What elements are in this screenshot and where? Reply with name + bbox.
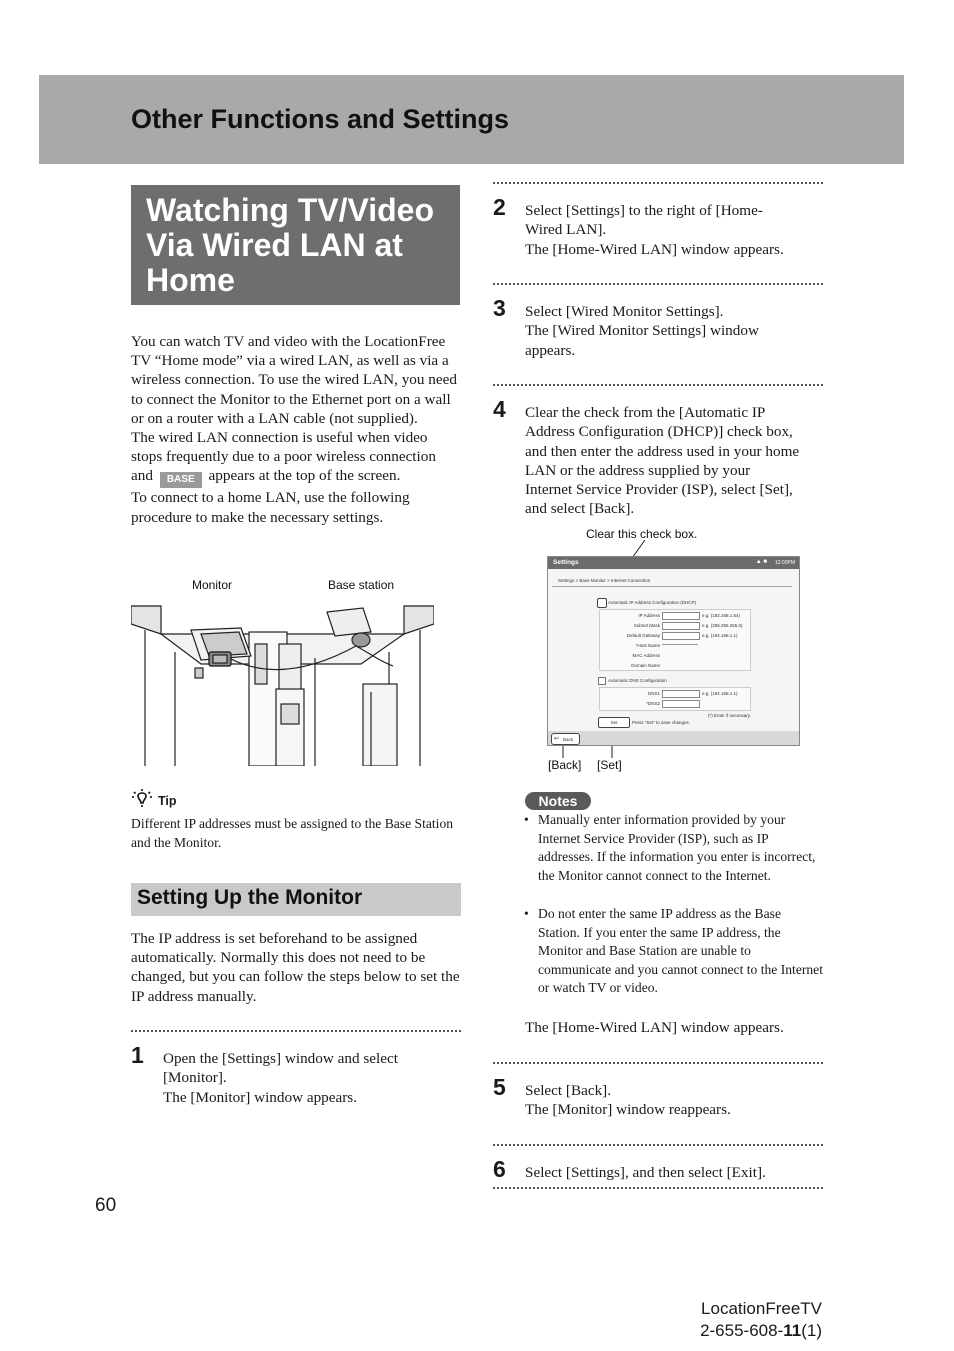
subsection-heading: Setting Up the Monitor (137, 886, 363, 909)
intro-paragraph: To connect to a home LAN, use the following procedure to make the necessary settings. (131, 489, 410, 526)
step-line: [Monitor]. (163, 1069, 227, 1087)
field-example: e.g. (192.168.1.1) (702, 633, 738, 638)
step-line: Select [Wired Monitor Settings]. (525, 303, 724, 320)
step-number: 2 (493, 194, 506, 220)
intro-paragraph: You can watch TV and video with the LocationFree TV “Home mode” via a wired LAN, as well as via a wireless connection. To use the wired LAN, you need to connect the Monitor to the Ethernet port on a wall or on a router with a LAN cable (not supplied). (131, 333, 457, 427)
step-divider (493, 182, 823, 184)
product-name: LocationFreeTV (701, 1299, 822, 1318)
subsection-text: The IP address is set beforehand to be assigned automatically. Normally this does not need to be changed, but you can follow the steps below to set the IP address manually. (131, 930, 460, 1005)
step-line: The [Monitor] window appears. (163, 1088, 358, 1106)
step-line: appears. (525, 341, 576, 359)
step-number: 6 (493, 1156, 506, 1182)
intro-text-fragment: The wired LAN connection is useful when video stops frequently due to a poor wireless connection and (131, 429, 436, 485)
page-number: 60 (95, 1195, 117, 1216)
step-line: Clear the check from the [Automatic IP (525, 404, 766, 421)
field-example: e.g. (192.168.1.64) (702, 613, 741, 618)
note-text: Do not enter the same IP address as the Base Station. If you enter the same IP address, the Monitor and Base Station are unable to communicate and you cannot connect to the Internet or watch TV or video. (538, 906, 823, 996)
clock: 12:00PM (774, 560, 795, 566)
intro-text-fragment: appears at the top of the screen. (208, 467, 401, 485)
step-line: Internet Service Provider (ISP), select [Set], (525, 481, 793, 499)
back-button[interactable] (551, 733, 580, 745)
figure-label-base-station: Base station (328, 578, 395, 592)
field-label: DNS1 (647, 691, 660, 696)
model-code-suffix: (1) (801, 1321, 822, 1340)
step-divider (493, 1187, 823, 1189)
step-line: LAN or the address supplied by your (525, 461, 751, 479)
dns-checkbox[interactable] (598, 677, 606, 685)
tip-label: Tip (158, 794, 177, 808)
step-line: Open the [Settings] window and select (163, 1050, 398, 1067)
dns-fields-box (599, 687, 751, 711)
tip-text: Different IP addresses must be assigned to the Base Station and the Monitor. (131, 816, 454, 850)
step-line: Address Configuration (DHCP)] check box, (525, 423, 793, 441)
step-text (525, 1081, 825, 1120)
step-line: The [Wired Monitor Settings] window (525, 322, 759, 340)
step-number: 5 (493, 1074, 506, 1100)
note-text: Manually enter information provided by your Internet Service Provider (ISP), such as IP addresses. If the information you enter is incorrect, the Monitor cannot connect to the Internet. (538, 812, 816, 883)
step-line: and select [Back]. (525, 500, 635, 518)
page-title-line: Watching TV/Video (146, 192, 435, 228)
settings-titlebar (548, 557, 799, 569)
settings-footer (548, 731, 799, 745)
dhcp-checkbox[interactable] (597, 598, 607, 608)
bullet: • (524, 906, 529, 921)
dhcp-label: Automatic IP Address Configuration (DHCP) (608, 600, 696, 605)
step-number: 1 (131, 1042, 144, 1068)
status-icons: ▲ ■ (755, 559, 767, 565)
field-label: *Host Name (635, 643, 660, 648)
step-text (525, 403, 825, 519)
step-divider (493, 1144, 823, 1146)
ip-address-input[interactable] (662, 612, 700, 620)
settings-screen (547, 556, 800, 746)
callout-set: [Set] (597, 758, 622, 772)
step-line: Select [Back]. (525, 1082, 612, 1099)
step-text (525, 201, 825, 259)
subnet-mask-input[interactable] (662, 622, 700, 630)
step-number: 4 (493, 396, 506, 422)
step-text (525, 302, 825, 360)
dns2-input[interactable] (662, 700, 700, 708)
model-code-bold: 11 (783, 1321, 802, 1340)
back-arrow-icon: ↩ (554, 736, 560, 742)
section-header-title: Other Functions and Settings (131, 104, 510, 134)
page-title-line: Via Wired LAN at (146, 227, 403, 263)
step-result-text: The [Home-Wired LAN] window appears. (525, 1019, 784, 1036)
field-label: Domain Name (631, 663, 660, 668)
save-hint: Press "Set" to save changes. (632, 720, 690, 725)
model-code (700, 1321, 822, 1341)
callout-clear-checkbox: Clear this check box. (586, 527, 698, 541)
dns-label: Automatic DNS Configuration (608, 678, 667, 683)
ip-fields-box (599, 609, 751, 671)
set-button[interactable]: Set (598, 717, 630, 728)
page-title-line: Home (146, 262, 235, 298)
model-code-prefix: 2-655-608- (700, 1321, 784, 1340)
field-label: MAC Address (632, 653, 660, 658)
step-number: 3 (493, 295, 506, 321)
settings-title: Settings (553, 559, 579, 566)
step-divider (493, 384, 823, 386)
figure-label-monitor: Monitor (192, 578, 233, 592)
base-indicator-icon: BASE (160, 472, 202, 488)
page-title (146, 193, 434, 298)
breadcrumb: Settings > Base Monitor > Internet Connection (558, 578, 651, 583)
lightbulb-icon (131, 788, 153, 810)
room-illustration (131, 604, 434, 766)
field-example: e.g. (192.168.1.1) (702, 691, 738, 696)
step-line: Select [Settings] to the right of [Home- (525, 202, 763, 219)
step-divider (131, 1030, 461, 1032)
step-line: The [Monitor] window reappears. (525, 1101, 731, 1119)
step-text (163, 1049, 463, 1107)
field-label: Default Gateway (626, 633, 660, 638)
host-name-field[interactable] (662, 644, 698, 645)
bullet: • (524, 812, 529, 827)
field-label: IP Address (638, 613, 660, 618)
default-gateway-input[interactable] (662, 632, 700, 640)
step-line: and then enter the address used in your home (525, 442, 800, 460)
field-label: Subnet Mask (633, 623, 660, 628)
required-note: (*) Enter if necessary. (708, 713, 751, 718)
intro-text (131, 332, 461, 527)
step-line: The [Home-Wired LAN] window appears. (525, 240, 784, 258)
notes-badge: Notes (525, 792, 591, 810)
step-divider (493, 283, 823, 285)
back-button-label: Back (563, 737, 574, 742)
field-label: *DNS2 (646, 701, 660, 706)
intro-paragraph (131, 428, 461, 488)
field-example: e.g. (255.255.255.0) (702, 623, 743, 628)
dns1-input[interactable] (662, 690, 700, 698)
step-divider (493, 1062, 823, 1064)
step-line: Wired LAN]. (525, 221, 607, 239)
callout-back: [Back] (548, 758, 582, 772)
breadcrumb-divider (552, 586, 792, 587)
step-text (525, 1163, 825, 1182)
step-line: Select [Settings], and then select [Exit]. (525, 1164, 766, 1181)
